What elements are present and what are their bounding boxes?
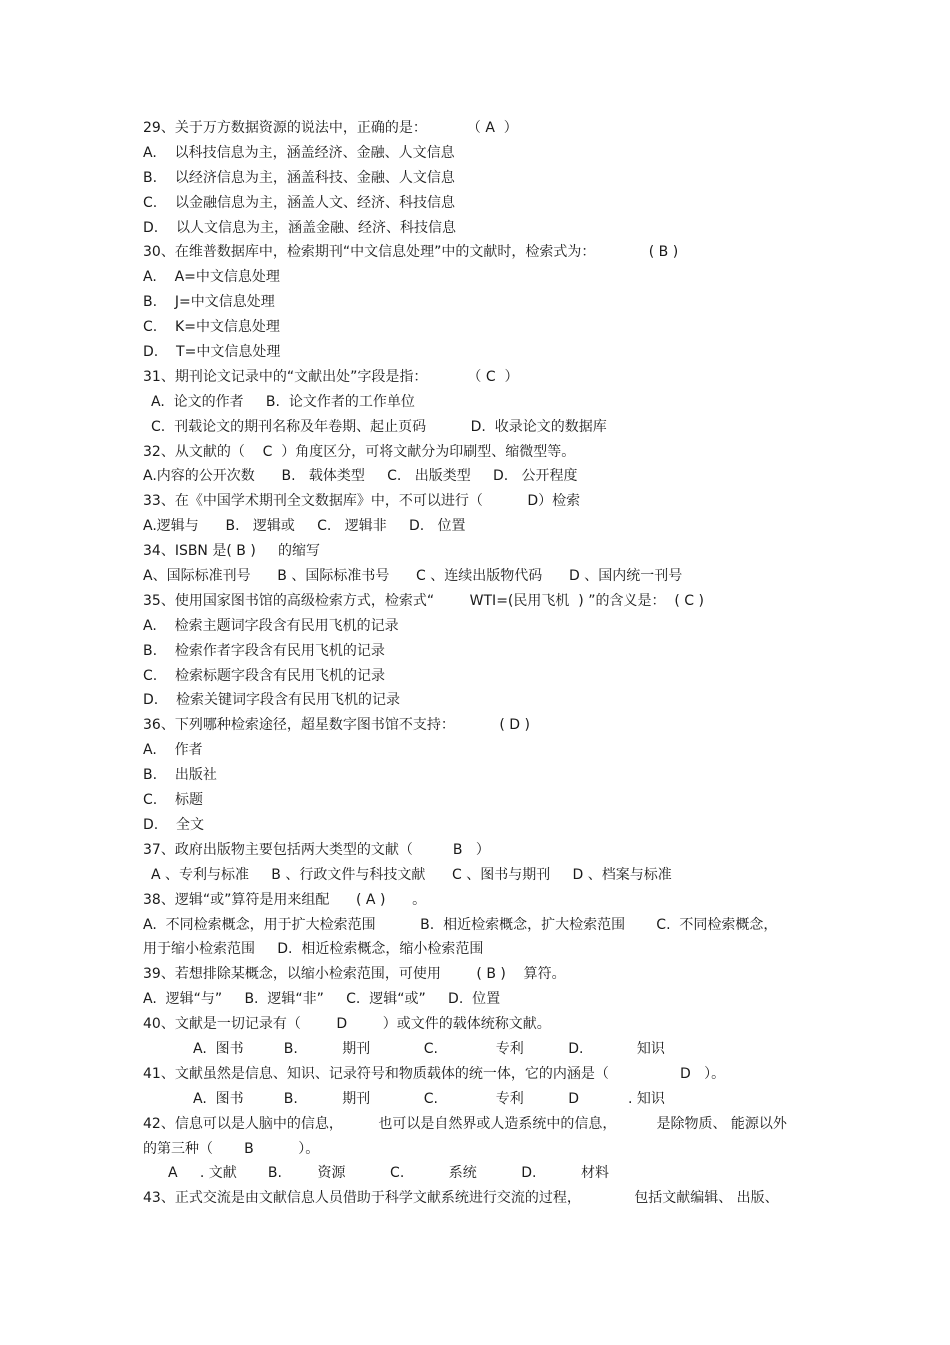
- text-line: 38、逻辑“或”算符是用来组配 ( A ) 。: [143, 891, 427, 908]
- text-line: C. K=中文信息处理: [143, 319, 280, 336]
- text-line: 42、信息可以是人脑中的信息， 也可以是自然界或人造系统中的信息， 是除物质、 能源以外: [143, 1115, 787, 1132]
- text-line: 31、期刊论文记录中的“文献出处”字段是指： （ C ）: [143, 368, 519, 385]
- text-line: 41、文献虽然是信息、知识、记录符号和物质载体的统一体，它的内涵是（ D ）。: [143, 1065, 726, 1082]
- text-line: A. 图书 B. 期刊 C. 专利 D . 知识: [193, 1090, 665, 1107]
- text-line: 32、从文献的（ C ）角度区分，可将文献分为印刷型、缩微型等。: [143, 443, 576, 460]
- text-line: A. 论文的作者 B. 论文作者的工作单位: [151, 393, 415, 410]
- text-line: B. J=中文信息处理: [143, 294, 275, 311]
- question-list: [143, 116, 823, 1211]
- text-line: A. 以科技信息为主，涵盖经济、金融、人文信息: [143, 144, 455, 161]
- text-line: C. 以金融信息为主，涵盖人文、经济、科技信息: [143, 194, 456, 211]
- text-line: 40、文献是一切记录有（ D ）或文件的载体统称文献。: [143, 1016, 551, 1033]
- text-line: A、国际标准刊号 B 、国际标准书号 C 、连续出版物代码 D 、国内统一刊号: [143, 568, 683, 585]
- text-line: C. 标题: [143, 792, 204, 809]
- text-line: 34、ISBN 是( B ) 的缩写: [143, 543, 321, 560]
- text-line: D. 检索关键词字段含有民用飞机的记录: [143, 692, 401, 709]
- text-line: A. 检索主题词字段含有民用飞机的记录: [143, 617, 399, 634]
- text-line: 29、关于万方数据资源的说法中，正确的是： （ A ）: [143, 120, 518, 136]
- text-line: C. 检索标题字段含有民用飞机的记录: [143, 667, 386, 684]
- text-line: 37、政府出版物主要包括两大类型的文献（ B ）: [143, 841, 490, 858]
- text-line: B. 检索作者字段含有民用飞机的记录: [143, 642, 385, 659]
- text-line: B. 以经济信息为主，涵盖科技、金融、人文信息: [143, 169, 455, 186]
- text-line: A 、专利与标准 B 、行政文件与科技文献 C 、图书与期刊 D 、档案与标准: [151, 866, 672, 883]
- text-line: 36、下列哪种检索途径，超星数字图书馆不支持： ( D ): [143, 717, 530, 734]
- text-line: 39、若想排除某概念，以缩小检索范围，可使用 ( B ) 算符。: [143, 966, 566, 983]
- text-line: 用于缩小检索范围 D. 相近检索概念，缩小检索范围: [143, 941, 484, 958]
- text-line: A.内容的公开次数 B. 载体类型 C. 出版类型 D. 公开程度: [143, 468, 578, 485]
- text-line: D. T=中文信息处理: [143, 344, 281, 361]
- text-line: A. 作者: [143, 742, 203, 759]
- text-line: B. 出版社: [143, 767, 217, 784]
- text-line: A. A=中文信息处理: [143, 269, 280, 286]
- text-line: 33、在《中国学术期刊全文数据库》中，不可以进行（ D）检索: [143, 493, 581, 510]
- text-line: 35、使用国家图书馆的高级检索方式，检索式“ WTI=(民用飞机 ) ”的含义是： ( C ): [143, 592, 704, 609]
- text-line: D. 全文: [143, 816, 205, 833]
- text-line: C. 刊载论文的期刊名称及年卷期、起止页码 D. 收录论文的数据库: [151, 418, 607, 435]
- text-line: A.逻辑与 B. 逻辑或 C. 逻辑非 D. 位置: [143, 518, 466, 535]
- text-line: A. 逻辑“与” B. 逻辑“非” C. 逻辑“或” D. 位置: [143, 991, 501, 1008]
- text-line: A . 文献 B. 资源 C. 系统 D. 材料: [168, 1165, 609, 1182]
- text-line: 的第三种（ B ）。: [143, 1140, 320, 1157]
- text-line: A. 不同检索概念，用于扩大检索范围 B. 相近检索概念，扩大检索范围 C. 不同检索概念，: [143, 916, 778, 933]
- text-line: D. 以人文信息为主，涵盖金融、经济、科技信息: [143, 219, 457, 236]
- text-line: 30、在维普数据库中，检索期刊“中文信息处理”中的文献时，检索式为： ( B ): [143, 244, 679, 261]
- text-line: 43、正式交流是由文献信息人员借助于科学文献系统进行交流的过程， 包括文献编辑、 出版、: [143, 1190, 779, 1207]
- text-line: A. 图书 B. 期刊 C. 专利 D. 知识: [193, 1040, 665, 1057]
